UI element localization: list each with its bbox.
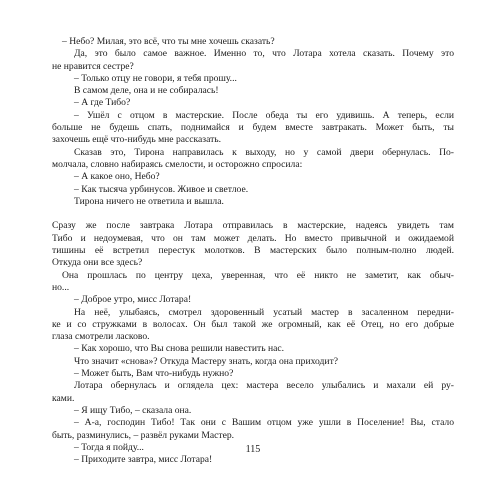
- text-line: ке и со стружками в волосах. Он был такой же огромный, как её Отец, но его добрые: [52, 318, 454, 330]
- text-line: Тибо и недоумевая, что он там может делать. Но вместо привычной и ожидаемой: [52, 232, 454, 244]
- text-line: Что значит «снова»? Откуда Мастеру знать, когда она приходит?: [74, 355, 339, 367]
- text-line: – Доброе утро, мисс Лотара!: [74, 294, 192, 306]
- text-line: – Тогда я пойду...: [74, 441, 144, 453]
- text-line: – Ушёл с отцом в мастерские. После обеда ты его удивишь. А теперь, если: [74, 109, 454, 121]
- text-line: – А-а, господин Тибо! Так они с Вашим отцом уже ушли в Поселение! Вы, стало: [74, 417, 454, 429]
- text-line: не нравится сестре?: [52, 60, 134, 72]
- text-line: молчала, словно набираясь смелости, и осторожно спросила:: [52, 158, 303, 170]
- text-line: – Как тысяча урбинусов. Живое и светлое.: [74, 183, 249, 195]
- text-line: но...: [52, 281, 70, 293]
- paragraph-gap: [52, 208, 454, 220]
- text-line: Откуда они все здесь?: [52, 257, 143, 269]
- text-line: Она прошлась по центру цеха, уверенная, что её никто не заметит, как обыч-: [62, 269, 454, 281]
- text-line: – Может быть, Вам что-нибудь нужно?: [74, 368, 234, 380]
- text-line: ками.: [52, 392, 75, 404]
- text-line: – Приходите завтра, мисс Лотара!: [74, 454, 213, 466]
- text-line: На неё, улыбаясь, смотрел здоровенный усатый мастер в засаленном передни-: [74, 306, 454, 318]
- text-line: – Как хорошо, что Вы снова решили навестить нас.: [74, 343, 285, 355]
- page-number: 115: [245, 444, 261, 455]
- text-line: Тирона ничего не ответила и вышла.: [74, 195, 224, 207]
- text-line: В самом деле, она и не собиралась!: [74, 85, 219, 97]
- text-line: – А где Тибо?: [74, 97, 131, 109]
- text-line: больше не будешь спать, поднимайся и будем вместе завтракать. Может быть, ты: [52, 122, 454, 134]
- text-line: Да, это было самое важное. Именно то, что Лотара хотела сказать. Почему это: [74, 48, 454, 60]
- text-line: быть, разминулись, – развёл руками Мастер.: [52, 429, 235, 441]
- text-line: глаза смотрели ласково.: [52, 331, 150, 343]
- body-text: [52, 36, 454, 466]
- text-line: захочешь ещё что-нибудь мне рассказать.: [52, 134, 222, 146]
- text-line: тишины её встретил перестук молотков. В мастерских было полным-полно людей.: [52, 245, 454, 257]
- text-line: Лотара обернулась и оглядела цех: мастера весело улыбались и махали ей ру-: [74, 380, 454, 392]
- text-line: – А какое оно, Небо?: [74, 171, 160, 183]
- text-line: Сразу же после завтрака Лотара отправилась в мастерские, надеясь увидеть там: [52, 220, 454, 232]
- text-line: Сказав это, Тирона направилась к выходу, но у самой двери обернулась. По-: [74, 146, 454, 158]
- text-line: – Я ищу Тибо, – сказала она.: [74, 404, 192, 416]
- text-line: – Небо? Милая, это всё, что ты мне хочешь сказать?: [62, 36, 275, 47]
- text-line: – Только отцу не говори, я тебя прошу...: [74, 72, 237, 84]
